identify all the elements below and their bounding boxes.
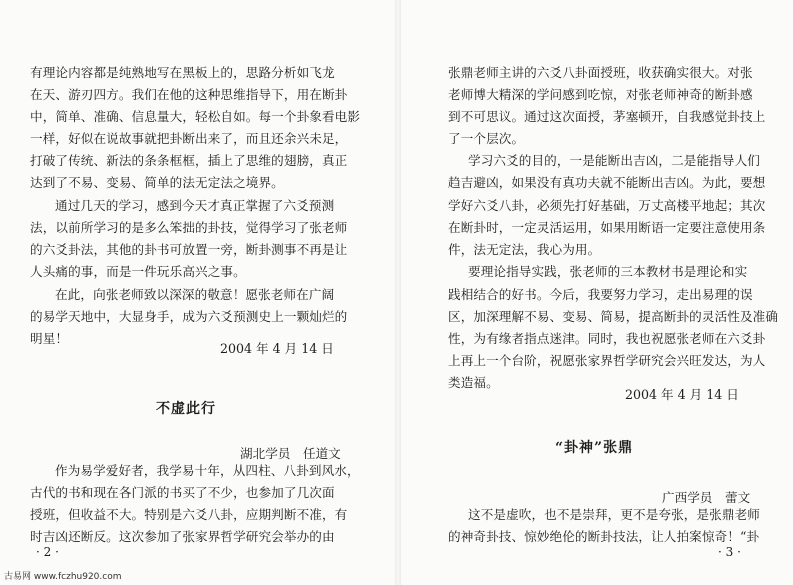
text-line: 学习六爻的目的，一是能断出吉凶，二是能指导人们 [468, 153, 760, 168]
page-number: · 2 · [36, 545, 59, 559]
text-line: 通过几天的学习，感到今天才真正掌握了六爻预测 [55, 198, 335, 213]
text-line: 法，以前所学习的是多么笨拙的卦技，觉得学习了张老师 [30, 220, 348, 235]
text-line: 明星！ [30, 331, 69, 346]
text-line: 在断卦时，一定灵活运用，如果用断语一定要注意使用条 [448, 220, 766, 235]
text-line: 学好六爻八卦，必须先打好基础，万丈高楼平地起；其次 [448, 198, 766, 213]
text-line: 的神奇卦技、惊妙绝伦的断卦技法，让人拍案惊奇！“卦 [448, 529, 760, 544]
text-line: 这不是虚吹，也不是崇拜，更不是夸张，是张鼎老师 [468, 507, 760, 522]
text-line: 老师博大精深的学问感到吃惊，对张老师神奇的断卦感 [448, 87, 753, 102]
text-line: 区，加深理解不易、变易、简易，提高断卦的灵活性及准确 [448, 309, 779, 324]
text-line: 践相结合的好书。今后，我要努力学习，走出易理的误 [448, 287, 753, 302]
text-line: 古代的书和现在各门派的书买了不少，也参加了几次面 [30, 485, 335, 500]
page-number: · 3 · [718, 545, 741, 559]
text-line: 时吉凶还断反。这次参加了张家界哲学研究会举办的由 [30, 529, 335, 544]
text-line: 张鼎老师主讲的六爻八卦面授班，收获确实很大。对张 [448, 65, 753, 80]
article-author: 广西学员 蕾文 [662, 490, 751, 505]
text-line: 件，法无定法，我心为用。 [448, 242, 601, 257]
text-line: 要理论指导实践，张老师的三本教材书是理论和实 [468, 264, 748, 279]
site-watermark: 古易网 www.fczhu920.com [4, 572, 122, 582]
book-gutter [395, 0, 401, 585]
text-line: 在天、游刃四方。我们在他的这种思维指导下，用在断卦 [30, 87, 348, 102]
text-line: 在此，向张老师致以深深的敬意！愿张老师在广阔 [55, 287, 335, 302]
article-title: 不虚此行 [156, 401, 216, 417]
text-line: 上再上一个台阶，祝愿张家界哲学研究会兴旺发达，为人 [448, 353, 766, 368]
article-author: 湖北学员 任道文 [240, 446, 341, 461]
text-line: 作为易学爱好者，我学易十年，从四柱、八卦到风水， [55, 463, 360, 478]
article-title: “卦神”张鼎 [555, 440, 634, 456]
letter-date: 2004 年 4 月 14 日 [625, 387, 739, 402]
text-line: 人头痛的事，而是一件玩乐高兴之事。 [30, 264, 246, 279]
text-line: 性，为有缘者指点迷津。同时，我也祝愿张老师在六爻卦 [448, 331, 766, 346]
text-line: 达到了不易、变易、简单的法无定法之境界。 [30, 175, 284, 190]
text-line: 有理论内容都是纯熟地写在黑板上的，思路分析如飞龙 [30, 65, 335, 80]
text-line: 趋吉避凶，如果没有真功夫就不能断出吉凶。为此，要想 [448, 175, 766, 190]
text-line: 了一个层次。 [448, 131, 525, 146]
text-line: 类造福。 [448, 375, 499, 390]
text-line: 授班，但收益不大。特别是六爻八卦，应期判断不准，有 [30, 507, 348, 522]
text-line: 中，简单、准确、信息量大，轻松自如。每一个卦象看电影 [30, 109, 361, 124]
text-line: 到不可思议。通过这次面授，茅塞顿开，自我感觉卦技上 [448, 109, 766, 124]
text-line: 的六爻卦法，其他的卦书可放置一旁，断卦测事不再是让 [30, 242, 348, 257]
text-line: 打破了传统、新法的条条框框，插上了思维的翅膀，真正 [30, 153, 348, 168]
text-line: 的易学天地中，大显身手，成为六爻预测史上一颗灿烂的 [30, 309, 348, 324]
text-line: 一样，好似在说故事就把卦断出来了，而且还余兴未足， [30, 131, 348, 146]
letter-date: 2004 年 4 月 14 日 [220, 341, 334, 356]
